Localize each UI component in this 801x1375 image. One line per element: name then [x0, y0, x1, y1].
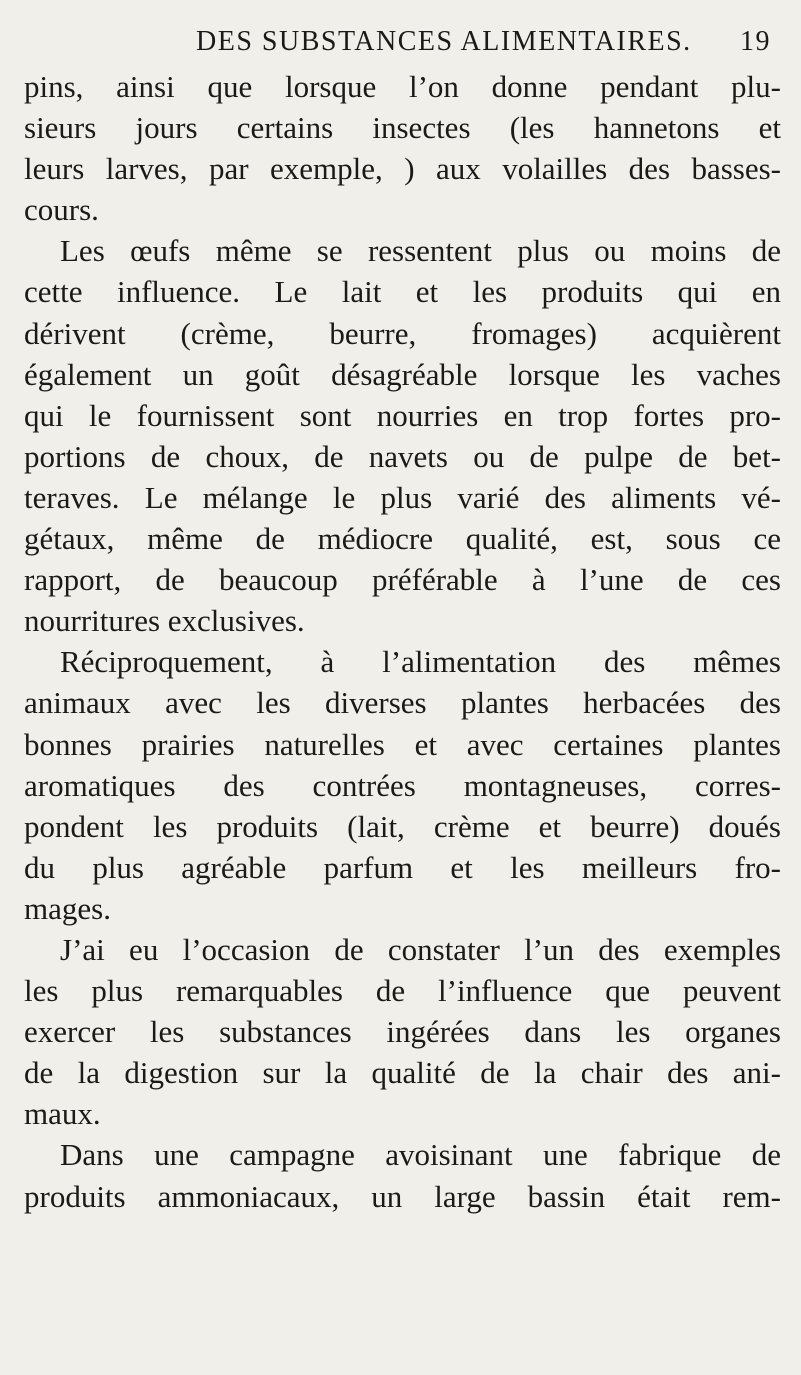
running-head — [24, 18, 781, 66]
text-line: nourritures exclusives. — [24, 603, 305, 639]
text-line: pondent les produits (lait, crème et beurre) doués — [24, 808, 781, 844]
text-line: sieurs jours certains insectes (les hannetons et — [24, 110, 781, 146]
text-line: qui le fournissent sont nourries en trop fortes pro- — [24, 397, 781, 433]
text-line: mages. — [24, 890, 111, 926]
text-line: Réciproquement, à l’alimentation des mêmes — [60, 644, 781, 680]
text-line: cette influence. Le lait et les produits qui en — [24, 274, 781, 310]
text-line: produits ammoniacaux, un large bassin était rem- — [24, 1178, 781, 1214]
text-line: également un goût désagréable lorsque les vaches — [24, 356, 781, 392]
text-line: bonnes prairies naturelles et avec certaines plantes — [24, 726, 781, 762]
paragraph — [24, 230, 781, 641]
text-line: Les œufs même se ressentent plus ou moins de — [60, 233, 781, 269]
text-line: cours. — [24, 192, 99, 228]
paragraph — [24, 929, 781, 1134]
body-text — [24, 66, 781, 1217]
text-line: J’ai eu l’occasion de constater l’un des exemples — [60, 931, 781, 967]
text-line: teraves. Le mélange le plus varié des aliments vé- — [24, 479, 781, 515]
text-line: de la digestion sur la qualité de la chair des ani- — [24, 1055, 781, 1091]
text-line: dérivent (crème, beurre, fromages) acquièrent — [24, 315, 781, 351]
text-line: Dans une campagne avoisinant une fabrique de — [60, 1137, 781, 1173]
text-line: aromatiques des contrées montagneuses, corres- — [24, 767, 781, 803]
page-number: 19 — [740, 26, 771, 57]
running-title: DES SUBSTANCES ALIMENTAIRES. — [196, 26, 692, 57]
text-line: portions de choux, de navets ou de pulpe de bet- — [24, 438, 781, 474]
text-line: du plus agréable parfum et les meilleurs fro- — [24, 849, 781, 885]
paragraph — [24, 641, 781, 929]
text-line: rapport, de beaucoup préférable à l’une de ces — [24, 562, 781, 598]
text-line: gétaux, même de médiocre qualité, est, sous ce — [24, 521, 781, 557]
text-line: les plus remarquables de l’influence que peuvent — [24, 973, 781, 1009]
text-line: animaux avec les diverses plantes herbacées des — [24, 685, 781, 721]
text-line: leurs larves, par exemple, ) aux volailles des basses- — [24, 151, 781, 187]
text-line: maux. — [24, 1096, 101, 1132]
paragraph — [24, 1134, 781, 1216]
text-line: pins, ainsi que lorsque l’on donne pendant plu- — [24, 69, 781, 104]
text-line: exercer les substances ingérées dans les organes — [24, 1014, 781, 1050]
paragraph — [24, 66, 781, 230]
